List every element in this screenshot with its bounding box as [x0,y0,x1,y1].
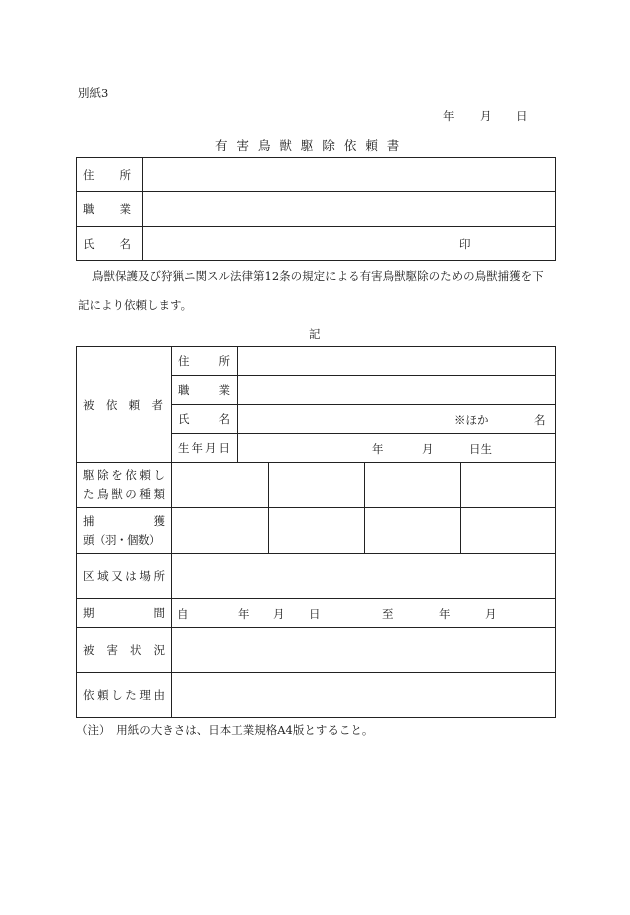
name-char: 氏 [178,412,190,426]
request-form-table [76,346,556,718]
species-char: し [153,468,165,482]
period-month-2: 月 [485,607,497,621]
area-char: 域 [97,569,109,583]
date-month: 月 [480,109,492,123]
species-char: 頼 [139,468,151,482]
birth-day: 日生 [469,442,492,456]
requestee-char: 被 [83,397,95,412]
date-line [443,108,533,124]
body-text-line-1: 鳥獣保護及び狩猟ニ関スル法律第12条の規定による有害鳥獣駆除のための鳥獣捕獲を下 [92,269,544,283]
species-char: 除 [97,468,109,482]
capture-count-row [77,508,556,554]
period-month-1: 月 [273,607,285,621]
reason-char: 由 [153,688,165,702]
capture-field-1[interactable] [172,508,269,554]
period-char: 間 [153,606,165,620]
reason-field[interactable] [172,673,556,718]
seal-mark: 印 [459,237,471,251]
birthdate-char: 月 [205,441,217,455]
species-char: 種 [139,487,151,501]
applicant-occupation-row [77,192,556,227]
reason-char: し [111,688,123,702]
date-year: 年 [443,109,455,123]
area-char: 区 [83,569,95,583]
footnote: （注） 用紙の大きさは、日本工業規格A4版とすること。 [76,723,374,737]
address-char: 所 [218,354,230,368]
applicant-name-field[interactable] [143,227,556,261]
reason-char: 依 [83,688,95,702]
damage-char: 況 [153,643,165,657]
occupation-char: 職 [83,202,95,216]
capture-field-2[interactable] [269,508,365,554]
address-char: 住 [83,167,95,182]
species-label-cell [77,463,172,508]
name-char: 名 [218,412,230,426]
reason-char: 頼 [97,688,109,702]
requestee-address-row [77,347,556,376]
capture-label-cell [77,508,172,554]
applicant-address-field[interactable] [143,158,556,192]
requestee-occupation-field[interactable] [238,376,556,405]
occupation-char: 業 [218,383,230,397]
others-unit: 名 [534,413,546,427]
species-char: 鳥 [97,487,109,501]
period-to: 至 [382,607,394,621]
species-char: 獣 [111,487,123,501]
species-char: 依 [125,468,137,482]
species-char: 類 [153,487,165,501]
birthdate-char: 年 [191,441,203,455]
address-char: 住 [178,354,190,368]
species-field-3[interactable] [365,463,461,508]
birthdate-char: 日 [218,441,230,455]
date-day: 日 [516,109,528,123]
period-day-1: 日 [309,607,321,621]
birth-year: 年 [372,442,384,456]
species-char: 駆 [83,468,95,482]
address-char: 所 [119,167,131,182]
period-field[interactable] [172,599,556,628]
applicant-name-row [77,227,556,261]
species-char: の [125,487,137,501]
capture-field-4[interactable] [461,508,556,554]
occupation-char: 職 [178,383,190,397]
applicant-table [76,157,556,261]
requestee-birthdate-field[interactable] [238,434,556,463]
area-char: 場 [139,569,151,583]
species-field-1[interactable] [172,463,269,508]
period-row [77,599,556,628]
name-char: 氏 [83,236,95,251]
requestee-char: 頼 [128,397,141,412]
damage-char: 害 [106,643,118,657]
species-char: を [111,468,123,482]
period-year-1: 年 [238,607,250,621]
species-row [77,463,556,508]
requestee-label-cell [77,347,172,463]
damage-row [77,628,556,673]
capture-unit-label: 頭（羽・個数） [83,532,160,547]
damage-char: 状 [130,643,142,657]
capture-char: 獲 [153,513,165,528]
species-field-2[interactable] [269,463,365,508]
requestee-name-field[interactable] [238,405,556,434]
area-char: は [125,569,137,583]
species-char: た [83,487,95,501]
capture-char: 捕 [83,513,95,528]
ki-heading: 記 [309,327,321,341]
birth-month: 月 [422,442,434,456]
occupation-char: 業 [119,202,131,216]
period-year-2: 年 [439,607,451,621]
reason-row [77,673,556,718]
reason-char: た [125,688,137,702]
others-text: ※ほか [454,413,489,427]
birthdate-char: 生 [178,441,190,455]
name-char: 名 [119,236,131,251]
area-char: 又 [111,569,123,583]
body-text-line-2: 記により依頼します。 [78,298,193,312]
page-title: 有 害 鳥 獣 駆 除 依 頼 書 [215,138,402,153]
damage-field[interactable] [172,628,556,673]
requestee-char: 者 [151,397,163,412]
period-char: 期 [83,606,95,620]
requestee-address-field[interactable] [238,347,556,376]
reason-char: 理 [139,688,151,702]
capture-field-3[interactable] [365,508,461,554]
species-field-4[interactable] [461,463,556,508]
area-field[interactable] [172,554,556,599]
requestee-char: 依 [105,397,118,412]
damage-char: 被 [83,643,95,657]
annex-label: 別紙3 [78,86,109,100]
area-char: 所 [153,569,165,583]
period-from: 自 [177,607,189,621]
applicant-occupation-field[interactable] [143,192,556,227]
applicant-address-row [77,158,556,192]
area-row [77,554,556,599]
